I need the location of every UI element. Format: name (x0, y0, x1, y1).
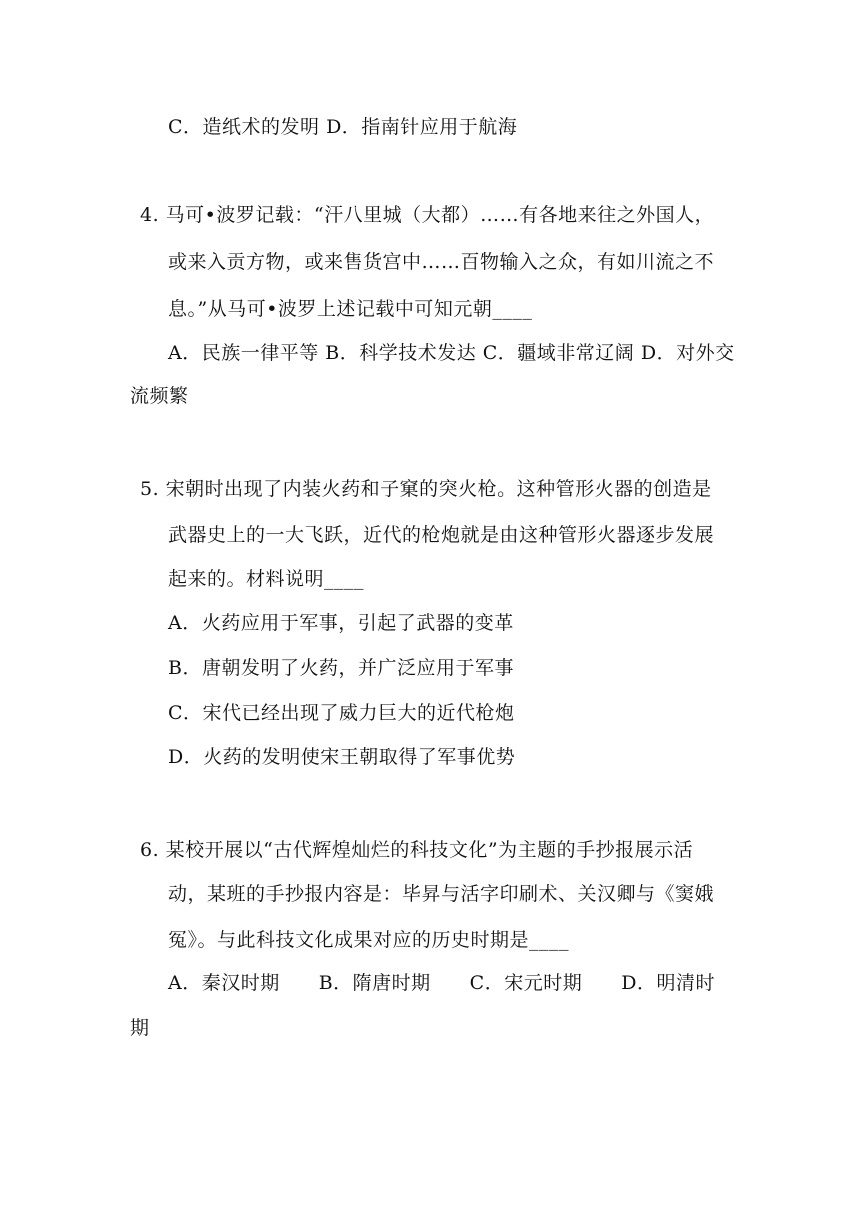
q6-options-wrap: 期 (130, 1017, 150, 1039)
q4-stem-line-1: 4. 马可•波罗记载：“汗八里城（大都）……有各地来往之外国人， (140, 204, 715, 226)
q3-option-line: C．造纸术的发明 D．指南针应用于航海 (168, 116, 518, 138)
q5-stem-line-3: 起来的。材料说明____ (168, 568, 365, 590)
q5-stem-line-1: 5. 宋朝时出现了内装火药和子窠的突火枪。这种管形火器的创造是 (140, 478, 712, 500)
q4-options-line: A．民族一律平等 B．科学技术发达 C．疆域非常辽阔 D．对外交 (168, 342, 735, 364)
q6-stem-line-3: 冤》。与此科技文化成果对应的历史时期是____ (168, 929, 570, 951)
q5-option-d: D．火药的发明使宋王朝取得了军事优势 (168, 746, 516, 768)
q4-options-wrap: 流频繁 (130, 385, 189, 407)
q6-stem-line-1: 6. 某校开展以“古代辉煌灿烂的科技文化”为主题的手抄报展示活 (140, 839, 694, 861)
q6-options-line: A．秦汉时期 B．隋唐时期 C．宋元时期 D．明清时 (168, 972, 715, 994)
q4-stem-line-2: 或来入贡方物，或来售货宫中……百物输入之众，有如川流之不 (168, 251, 715, 273)
q5-option-a: A．火药应用于军事，引起了武器的变革 (168, 612, 514, 634)
q5-option-c: C．宋代已经出现了威力巨大的近代枪炮 (168, 702, 515, 724)
q5-option-b: B．唐朝发明了火药，并广泛应用于军事 (168, 657, 514, 679)
q5-stem-line-2: 武器史上的一大飞跃，近代的枪炮就是由这种管形火器逐步发展 (168, 524, 715, 546)
q6-stem-line-2: 动，某班的手抄报内容是：毕昇与活字印刷术、关汉卿与《窦娥 (168, 883, 715, 905)
q4-stem-line-3: 息。”从马可•波罗上述记载中可知元朝____ (168, 298, 533, 320)
